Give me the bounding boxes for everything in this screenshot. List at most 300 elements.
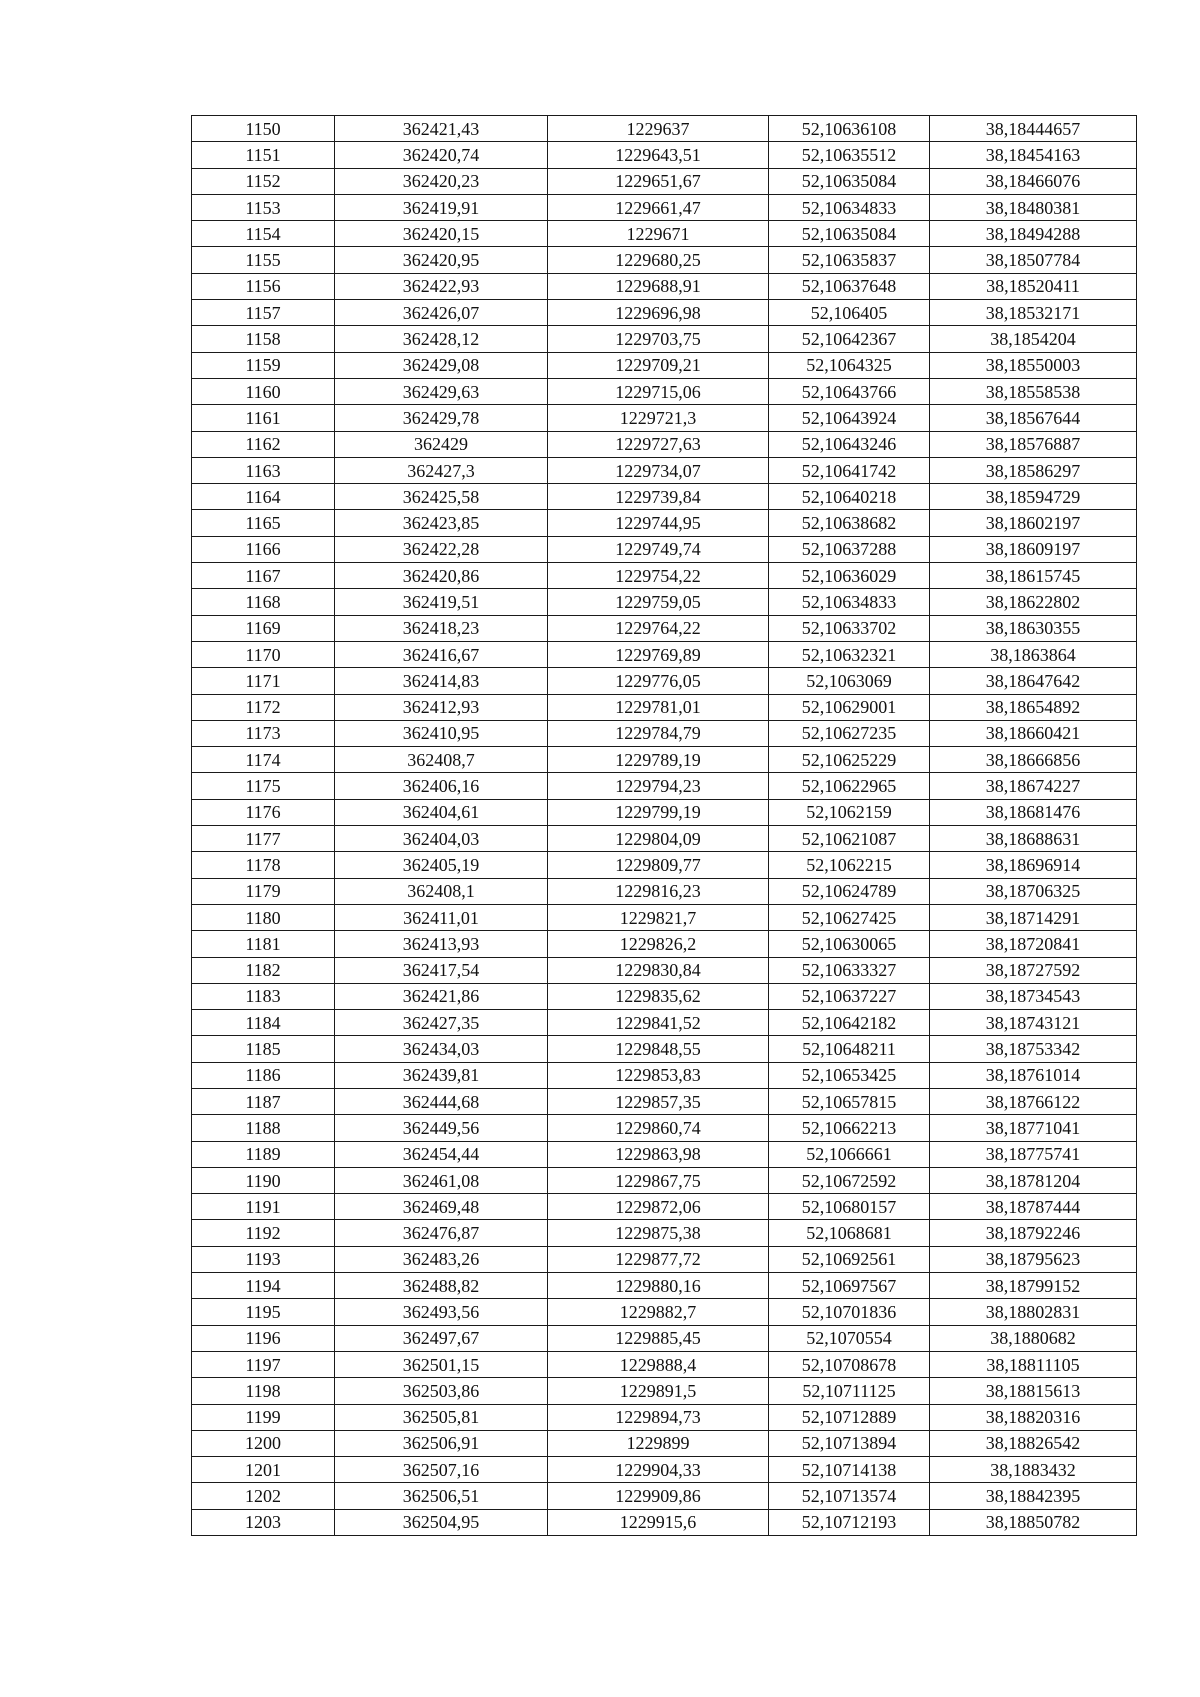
x-coordinate-cell: 362420,15 [335,221,548,247]
y-coordinate-cell: 1229781,01 [548,694,769,720]
x-coordinate-cell: 362425,58 [335,484,548,510]
longitude-cell: 38,18842395 [930,1483,1137,1509]
point-number-cell: 1192 [192,1220,335,1246]
x-coordinate-cell: 362414,83 [335,668,548,694]
table-row [192,1246,1137,1272]
point-number-cell: 1174 [192,747,335,773]
table-row [192,1351,1137,1377]
longitude-cell: 38,18444657 [930,116,1137,142]
longitude-cell: 38,18666856 [930,747,1137,773]
x-coordinate-cell: 362410,95 [335,720,548,746]
longitude-cell: 38,1854204 [930,326,1137,352]
table-row [192,484,1137,510]
x-coordinate-cell: 362420,23 [335,168,548,194]
latitude-cell: 52,10692561 [769,1246,930,1272]
y-coordinate-cell: 1229904,33 [548,1457,769,1483]
table-row [192,878,1137,904]
y-coordinate-cell: 1229830,84 [548,957,769,983]
x-coordinate-cell: 362422,28 [335,536,548,562]
longitude-cell: 38,18766122 [930,1088,1137,1114]
longitude-cell: 38,18787444 [930,1194,1137,1220]
x-coordinate-cell: 362434,03 [335,1036,548,1062]
y-coordinate-cell: 1229875,38 [548,1220,769,1246]
y-coordinate-cell: 1229826,2 [548,931,769,957]
x-coordinate-cell: 362421,86 [335,983,548,1009]
longitude-cell: 38,18567644 [930,405,1137,431]
y-coordinate-cell: 1229877,72 [548,1246,769,1272]
y-coordinate-cell: 1229915,6 [548,1509,769,1535]
latitude-cell: 52,10642367 [769,326,930,352]
x-coordinate-cell: 362427,3 [335,457,548,483]
point-number-cell: 1151 [192,142,335,168]
longitude-cell: 38,18734543 [930,983,1137,1009]
point-number-cell: 1165 [192,510,335,536]
longitude-cell: 38,18811105 [930,1351,1137,1377]
x-coordinate-cell: 362411,01 [335,904,548,930]
latitude-cell: 52,10627425 [769,904,930,930]
point-number-cell: 1177 [192,826,335,852]
x-coordinate-cell: 362429,63 [335,378,548,404]
latitude-cell: 52,10672592 [769,1167,930,1193]
latitude-cell: 52,10697567 [769,1273,930,1299]
y-coordinate-cell: 1229909,86 [548,1483,769,1509]
y-coordinate-cell: 1229816,23 [548,878,769,904]
latitude-cell: 52,10635084 [769,168,930,194]
y-coordinate-cell: 1229857,35 [548,1088,769,1114]
point-number-cell: 1187 [192,1088,335,1114]
longitude-cell: 38,18727592 [930,957,1137,983]
point-number-cell: 1198 [192,1378,335,1404]
point-number-cell: 1160 [192,378,335,404]
y-coordinate-cell: 1229661,47 [548,194,769,220]
table-row [192,142,1137,168]
latitude-cell: 52,10643246 [769,431,930,457]
x-coordinate-cell: 362406,16 [335,773,548,799]
table-row [192,589,1137,615]
point-number-cell: 1154 [192,221,335,247]
point-number-cell: 1153 [192,194,335,220]
x-coordinate-cell: 362416,67 [335,641,548,667]
latitude-cell: 52,10637648 [769,273,930,299]
longitude-cell: 38,18688631 [930,826,1137,852]
latitude-cell: 52,10627235 [769,720,930,746]
x-coordinate-cell: 362503,86 [335,1378,548,1404]
x-coordinate-cell: 362428,12 [335,326,548,352]
y-coordinate-cell: 1229715,06 [548,378,769,404]
latitude-cell: 52,10637288 [769,536,930,562]
x-coordinate-cell: 362505,81 [335,1404,548,1430]
x-coordinate-cell: 362506,51 [335,1483,548,1509]
y-coordinate-cell: 1229703,75 [548,326,769,352]
y-coordinate-cell: 1229799,19 [548,799,769,825]
x-coordinate-cell: 362420,74 [335,142,548,168]
point-number-cell: 1196 [192,1325,335,1351]
point-number-cell: 1186 [192,1062,335,1088]
table-row [192,378,1137,404]
point-number-cell: 1200 [192,1430,335,1456]
point-number-cell: 1190 [192,1167,335,1193]
point-number-cell: 1184 [192,1010,335,1036]
longitude-cell: 38,18696914 [930,852,1137,878]
table-row [192,1141,1137,1167]
point-number-cell: 1172 [192,694,335,720]
table-row [192,694,1137,720]
table-row [192,904,1137,930]
table-row [192,1325,1137,1351]
latitude-cell: 52,10711125 [769,1378,930,1404]
y-coordinate-cell: 1229688,91 [548,273,769,299]
point-number-cell: 1173 [192,720,335,746]
y-coordinate-cell: 1229764,22 [548,615,769,641]
y-coordinate-cell: 1229696,98 [548,300,769,326]
point-number-cell: 1164 [192,484,335,510]
point-number-cell: 1157 [192,300,335,326]
longitude-cell: 38,18660421 [930,720,1137,746]
point-number-cell: 1175 [192,773,335,799]
table-row [192,352,1137,378]
table-row [192,405,1137,431]
longitude-cell: 38,18753342 [930,1036,1137,1062]
y-coordinate-cell: 1229709,21 [548,352,769,378]
y-coordinate-cell: 1229721,3 [548,405,769,431]
longitude-cell: 38,18681476 [930,799,1137,825]
table-row [192,826,1137,852]
x-coordinate-cell: 362429,78 [335,405,548,431]
longitude-cell: 38,1883432 [930,1457,1137,1483]
longitude-cell: 38,18820316 [930,1404,1137,1430]
longitude-cell: 38,18743121 [930,1010,1137,1036]
point-number-cell: 1176 [192,799,335,825]
longitude-cell: 38,18706325 [930,878,1137,904]
latitude-cell: 52,10635512 [769,142,930,168]
table-row [192,1220,1137,1246]
latitude-cell: 52,1062159 [769,799,930,825]
point-number-cell: 1179 [192,878,335,904]
table-row [192,641,1137,667]
table-row [192,1194,1137,1220]
point-number-cell: 1171 [192,668,335,694]
latitude-cell: 52,10708678 [769,1351,930,1377]
point-number-cell: 1150 [192,116,335,142]
latitude-cell: 52,10680157 [769,1194,930,1220]
y-coordinate-cell: 1229809,77 [548,852,769,878]
latitude-cell: 52,10701836 [769,1299,930,1325]
x-coordinate-cell: 362404,03 [335,826,548,852]
latitude-cell: 52,10633327 [769,957,930,983]
table-row [192,1062,1137,1088]
point-number-cell: 1185 [192,1036,335,1062]
y-coordinate-cell: 1229882,7 [548,1299,769,1325]
y-coordinate-cell: 1229754,22 [548,563,769,589]
latitude-cell: 52,10632321 [769,641,930,667]
y-coordinate-cell: 1229794,23 [548,773,769,799]
y-coordinate-cell: 1229789,19 [548,747,769,773]
latitude-cell: 52,1064325 [769,352,930,378]
table-row [192,773,1137,799]
table-row [192,1115,1137,1141]
y-coordinate-cell: 1229891,5 [548,1378,769,1404]
y-coordinate-cell: 1229841,52 [548,1010,769,1036]
longitude-cell: 38,18761014 [930,1062,1137,1088]
point-number-cell: 1158 [192,326,335,352]
table-row [192,1036,1137,1062]
longitude-cell: 38,18771041 [930,1115,1137,1141]
x-coordinate-cell: 362429,08 [335,352,548,378]
y-coordinate-cell: 1229894,73 [548,1404,769,1430]
table-row [192,1457,1137,1483]
x-coordinate-cell: 362417,54 [335,957,548,983]
coordinate-table [191,115,1137,1536]
x-coordinate-cell: 362439,81 [335,1062,548,1088]
y-coordinate-cell: 1229880,16 [548,1273,769,1299]
table-row [192,615,1137,641]
table-row [192,247,1137,273]
y-coordinate-cell: 1229680,25 [548,247,769,273]
y-coordinate-cell: 1229784,79 [548,720,769,746]
x-coordinate-cell: 362427,35 [335,1010,548,1036]
table-row [192,221,1137,247]
latitude-cell: 52,106405 [769,300,930,326]
longitude-cell: 38,18576887 [930,431,1137,457]
x-coordinate-cell: 362420,95 [335,247,548,273]
y-coordinate-cell: 1229671 [548,221,769,247]
longitude-cell: 38,18520411 [930,273,1137,299]
table-row [192,931,1137,957]
latitude-cell: 52,10642182 [769,1010,930,1036]
point-number-cell: 1181 [192,931,335,957]
y-coordinate-cell: 1229637 [548,116,769,142]
x-coordinate-cell: 362493,56 [335,1299,548,1325]
table-row [192,457,1137,483]
y-coordinate-cell: 1229739,84 [548,484,769,510]
table-row [192,1273,1137,1299]
longitude-cell: 38,18714291 [930,904,1137,930]
point-number-cell: 1178 [192,852,335,878]
point-number-cell: 1195 [192,1299,335,1325]
table-row [192,563,1137,589]
table-row [192,1430,1137,1456]
latitude-cell: 52,10712193 [769,1509,930,1535]
latitude-cell: 52,10635837 [769,247,930,273]
longitude-cell: 38,18466076 [930,168,1137,194]
y-coordinate-cell: 1229651,67 [548,168,769,194]
latitude-cell: 52,10625229 [769,747,930,773]
table-row [192,116,1137,142]
point-number-cell: 1166 [192,536,335,562]
table-row [192,194,1137,220]
latitude-cell: 52,1062215 [769,852,930,878]
x-coordinate-cell: 362504,95 [335,1509,548,1535]
table-row [192,510,1137,536]
point-number-cell: 1182 [192,957,335,983]
point-number-cell: 1193 [192,1246,335,1272]
y-coordinate-cell: 1229744,95 [548,510,769,536]
point-number-cell: 1180 [192,904,335,930]
latitude-cell: 52,10633702 [769,615,930,641]
point-number-cell: 1203 [192,1509,335,1535]
latitude-cell: 52,10648211 [769,1036,930,1062]
latitude-cell: 52,10638682 [769,510,930,536]
table-row [192,1378,1137,1404]
y-coordinate-cell: 1229734,07 [548,457,769,483]
y-coordinate-cell: 1229888,4 [548,1351,769,1377]
table-row [192,168,1137,194]
table-row [192,747,1137,773]
latitude-cell: 52,10630065 [769,931,930,957]
table-row [192,668,1137,694]
longitude-cell: 38,18826542 [930,1430,1137,1456]
longitude-cell: 38,18775741 [930,1141,1137,1167]
longitude-cell: 38,18602197 [930,510,1137,536]
table-row [192,799,1137,825]
point-number-cell: 1168 [192,589,335,615]
longitude-cell: 38,18815613 [930,1378,1137,1404]
table-row [192,1167,1137,1193]
point-number-cell: 1169 [192,615,335,641]
table-row [192,1299,1137,1325]
latitude-cell: 52,10637227 [769,983,930,1009]
y-coordinate-cell: 1229885,45 [548,1325,769,1351]
y-coordinate-cell: 1229804,09 [548,826,769,852]
table-row [192,300,1137,326]
latitude-cell: 52,10622965 [769,773,930,799]
latitude-cell: 52,10712889 [769,1404,930,1430]
x-coordinate-cell: 362506,91 [335,1430,548,1456]
latitude-cell: 52,10634833 [769,589,930,615]
longitude-cell: 38,18781204 [930,1167,1137,1193]
latitude-cell: 52,10621087 [769,826,930,852]
x-coordinate-cell: 362420,86 [335,563,548,589]
y-coordinate-cell: 1229867,75 [548,1167,769,1193]
longitude-cell: 38,18654892 [930,694,1137,720]
longitude-cell: 38,18594729 [930,484,1137,510]
latitude-cell: 52,10657815 [769,1088,930,1114]
x-coordinate-cell: 362404,61 [335,799,548,825]
x-coordinate-cell: 362449,56 [335,1115,548,1141]
x-coordinate-cell: 362497,67 [335,1325,548,1351]
y-coordinate-cell: 1229727,63 [548,431,769,457]
point-number-cell: 1199 [192,1404,335,1430]
x-coordinate-cell: 362419,51 [335,589,548,615]
latitude-cell: 52,10714138 [769,1457,930,1483]
x-coordinate-cell: 362444,68 [335,1088,548,1114]
point-number-cell: 1152 [192,168,335,194]
y-coordinate-cell: 1229848,55 [548,1036,769,1062]
x-coordinate-cell: 362408,1 [335,878,548,904]
y-coordinate-cell: 1229863,98 [548,1141,769,1167]
longitude-cell: 38,18609197 [930,536,1137,562]
x-coordinate-cell: 362426,07 [335,300,548,326]
table-row [192,431,1137,457]
longitude-cell: 38,18647642 [930,668,1137,694]
x-coordinate-cell: 362421,43 [335,116,548,142]
longitude-cell: 38,18799152 [930,1273,1137,1299]
longitude-cell: 38,18802831 [930,1299,1137,1325]
longitude-cell: 38,18586297 [930,457,1137,483]
y-coordinate-cell: 1229899 [548,1430,769,1456]
x-coordinate-cell: 362419,91 [335,194,548,220]
longitude-cell: 38,18550003 [930,352,1137,378]
latitude-cell: 52,10640218 [769,484,930,510]
x-coordinate-cell: 362454,44 [335,1141,548,1167]
latitude-cell: 52,10636108 [769,116,930,142]
point-number-cell: 1170 [192,641,335,667]
point-number-cell: 1167 [192,563,335,589]
longitude-cell: 38,18615745 [930,563,1137,589]
latitude-cell: 52,10629001 [769,694,930,720]
x-coordinate-cell: 362488,82 [335,1273,548,1299]
table-row [192,1010,1137,1036]
y-coordinate-cell: 1229769,89 [548,641,769,667]
coordinate-table-body [192,116,1137,1536]
x-coordinate-cell: 362422,93 [335,273,548,299]
latitude-cell: 52,10641742 [769,457,930,483]
latitude-cell: 52,10635084 [769,221,930,247]
longitude-cell: 38,18720841 [930,931,1137,957]
latitude-cell: 52,10643766 [769,378,930,404]
x-coordinate-cell: 362507,16 [335,1457,548,1483]
table-row [192,852,1137,878]
table-row [192,326,1137,352]
x-coordinate-cell: 362461,08 [335,1167,548,1193]
latitude-cell: 52,10713894 [769,1430,930,1456]
longitude-cell: 38,18674227 [930,773,1137,799]
longitude-cell: 38,18480381 [930,194,1137,220]
y-coordinate-cell: 1229776,05 [548,668,769,694]
x-coordinate-cell: 362423,85 [335,510,548,536]
table-row [192,1404,1137,1430]
longitude-cell: 38,18792246 [930,1220,1137,1246]
longitude-cell: 38,18622802 [930,589,1137,615]
point-number-cell: 1188 [192,1115,335,1141]
y-coordinate-cell: 1229872,06 [548,1194,769,1220]
y-coordinate-cell: 1229749,74 [548,536,769,562]
latitude-cell: 52,1070554 [769,1325,930,1351]
table-row [192,983,1137,1009]
x-coordinate-cell: 362429 [335,431,548,457]
longitude-cell: 38,18558538 [930,378,1137,404]
table-row [192,1088,1137,1114]
longitude-cell: 38,18494288 [930,221,1137,247]
latitude-cell: 52,10624789 [769,878,930,904]
y-coordinate-cell: 1229860,74 [548,1115,769,1141]
latitude-cell: 52,10634833 [769,194,930,220]
x-coordinate-cell: 362408,7 [335,747,548,773]
latitude-cell: 52,10653425 [769,1062,930,1088]
point-number-cell: 1191 [192,1194,335,1220]
point-number-cell: 1189 [192,1141,335,1167]
longitude-cell: 38,18507784 [930,247,1137,273]
longitude-cell: 38,18454163 [930,142,1137,168]
table-row [192,536,1137,562]
point-number-cell: 1183 [192,983,335,1009]
point-number-cell: 1201 [192,1457,335,1483]
x-coordinate-cell: 362413,93 [335,931,548,957]
point-number-cell: 1162 [192,431,335,457]
point-number-cell: 1163 [192,457,335,483]
latitude-cell: 52,1068681 [769,1220,930,1246]
latitude-cell: 52,10662213 [769,1115,930,1141]
y-coordinate-cell: 1229835,62 [548,983,769,1009]
longitude-cell: 38,18795623 [930,1246,1137,1272]
latitude-cell: 52,10713574 [769,1483,930,1509]
longitude-cell: 38,1880682 [930,1325,1137,1351]
longitude-cell: 38,18630355 [930,615,1137,641]
y-coordinate-cell: 1229643,51 [548,142,769,168]
x-coordinate-cell: 362501,15 [335,1351,548,1377]
longitude-cell: 38,18532171 [930,300,1137,326]
point-number-cell: 1156 [192,273,335,299]
